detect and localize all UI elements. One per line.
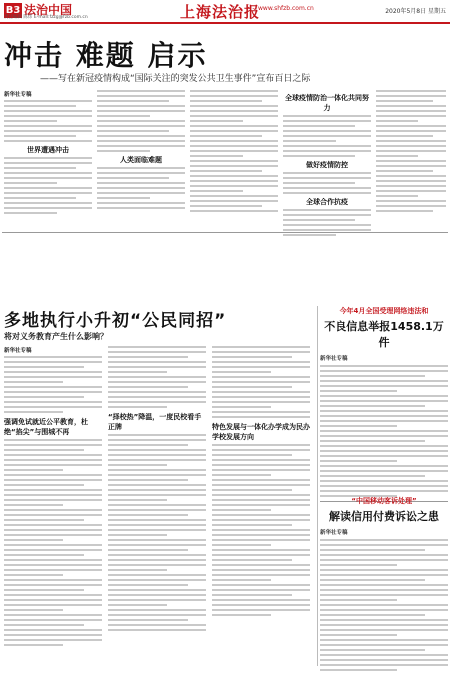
section-name: 法治中国	[24, 3, 73, 17]
top-feature-column-5	[376, 90, 446, 230]
top-feature-col4-head-1: 做好疫情防控	[306, 161, 348, 169]
top-feature-column-2	[97, 90, 185, 230]
lower-feature-subheadline: 将对义务教育产生什么影响？	[4, 332, 108, 341]
top-feature-column-3	[190, 90, 278, 230]
top-feature-col4-head-2: 全球合作抗疫	[306, 198, 348, 206]
right-story-2-kicker: “中国移动客诉处理”	[351, 497, 417, 505]
right-story-1-headline: 不良信息举报1458.1万件	[324, 320, 444, 349]
lower-feature-byline: 新华社专稿	[4, 348, 32, 354]
top-feature-headline: 冲击 难题 启示	[4, 39, 208, 72]
top-feature-column-4	[283, 90, 371, 230]
top-feature-column-1	[4, 90, 92, 230]
column-separator	[317, 306, 318, 666]
lower-feature-column-1	[4, 346, 102, 664]
lower-feature-section-head-1: 强调免试就近公平教育，杜绝“掐尖”与围城不再	[4, 418, 88, 436]
editor-info: 责任编辑 陈炜 E-mail:fzzg@fzb.com.cn	[4, 15, 88, 20]
issue-date: 2020年5月8日 星期五	[385, 8, 446, 15]
lower-feature-section-head-2: “择校热”降温，一度民校看手正牌	[108, 413, 202, 431]
section-badge: B3	[5, 5, 21, 16]
top-feature-article	[2, 27, 448, 233]
right-story-2-byline: 新华社专稿	[320, 530, 348, 536]
top-feature-section-head-1: 世界遭遇冲击	[27, 146, 69, 154]
lower-feature-section-head-3: 特色发展与一体化办学成为民办学校发展方向	[212, 423, 310, 441]
top-feature-subheadline: ——写在新冠疫情构成“国际关注的突发公共卫生事件”宣布百日之际	[40, 74, 311, 84]
lower-feature-article	[2, 306, 312, 666]
right-column-story-2	[320, 496, 448, 674]
paper-website[interactable]: www.shfzb.com.cn	[258, 5, 314, 12]
lower-feature-column-3	[212, 346, 310, 664]
lower-feature-headline: 多地执行小升初“公民同招”	[4, 311, 227, 331]
right-column-story-1	[320, 306, 448, 508]
right-story-1-byline: 新华社专稿	[320, 356, 348, 362]
top-feature-section-head-2: 人类面临难题	[120, 156, 162, 164]
right-story-2-headline: 解读信用付费诉讼之患	[329, 510, 439, 523]
lower-feature-column-2	[108, 346, 206, 664]
top-feature-byline: 新华社专稿	[4, 92, 32, 98]
right-story-1-kicker: 今年4月全国受理网络违法和	[339, 307, 429, 315]
page-header	[0, 0, 450, 24]
top-feature-col4-byline: 全球疫情防治一体化共同努力	[285, 94, 369, 112]
paper-logo: 上海法治报	[180, 3, 261, 21]
